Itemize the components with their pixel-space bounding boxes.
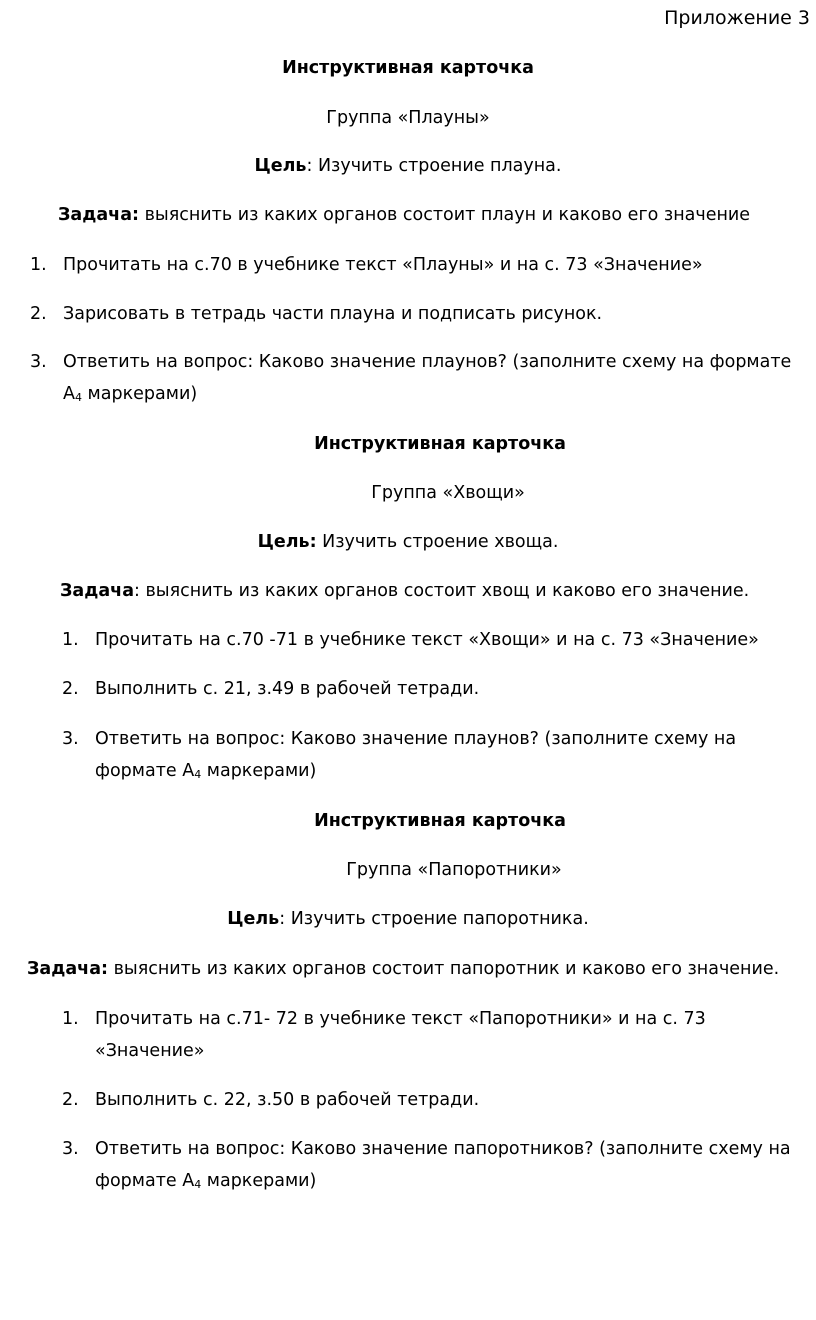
- task-text: выяснить из каких органов состоит папоротник и каково его значение.: [108, 959, 780, 979]
- card-3-title: Инструктивная карточка: [314, 811, 566, 831]
- goal-label: Цель: [254, 156, 307, 176]
- step-text: Зарисовать в тетрадь части плауна и подписать рисунок.: [63, 304, 603, 324]
- card-3-goal: [0, 907, 816, 931]
- card-2-task: [60, 579, 749, 603]
- task-text: : выяснить из каких органов состоит хвощ и каково его значение.: [134, 581, 750, 601]
- card-1-group: Группа «Плауны»: [326, 108, 490, 128]
- step-number: 3.: [62, 1139, 79, 1159]
- step-text-continued: [95, 1039, 205, 1063]
- step-number: 3.: [30, 352, 47, 372]
- continued-text-end: маркерами): [81, 384, 198, 404]
- step-number: 1.: [62, 1009, 79, 1029]
- subscript: 4: [194, 1178, 202, 1191]
- step-number: 2.: [62, 1090, 79, 1110]
- card-3-task: [27, 957, 779, 981]
- continued-text-end: маркерами): [201, 1171, 317, 1191]
- step-number: 1.: [30, 255, 47, 275]
- step-text: Ответить на вопрос: Каково значение плаунов? (заполните схему на формате: [63, 352, 792, 372]
- step-number: 2.: [62, 679, 79, 699]
- card-2-title: Инструктивная карточка: [314, 434, 566, 454]
- step-text-continued: [95, 1169, 316, 1197]
- subscript: 4: [74, 391, 82, 404]
- card-1-title: Инструктивная карточка: [282, 58, 534, 78]
- task-label: Задача: [60, 581, 135, 601]
- step-text-continued: [63, 382, 197, 410]
- subscript: 4: [194, 768, 202, 781]
- step-number: 3.: [62, 729, 79, 749]
- step-text: Выполнить с. 21, з.49 в рабочей тетради.: [95, 679, 480, 699]
- goal-text: : Изучить строение плауна.: [306, 156, 562, 176]
- task-label: Задача:: [58, 205, 140, 225]
- task-label: Задача:: [27, 959, 109, 979]
- continued-text-end: маркерами): [201, 761, 317, 781]
- card-3-group: Группа «Папоротники»: [346, 860, 562, 880]
- step-text: Ответить на вопрос: Каково значение папоротников? (заполните схему на: [95, 1139, 791, 1159]
- goal-text: Изучить строение хвоща.: [316, 532, 559, 552]
- appendix-label: Приложение 3: [664, 7, 810, 29]
- card-1-goal: [0, 154, 816, 178]
- task-text: выяснить из каких органов состоит плаун и каково его значение: [139, 205, 751, 225]
- step-text: Прочитать на с.70 -71 в учебнике текст «Хвощи» и на с. 73 «Значение»: [95, 630, 759, 650]
- continued-text: формате А: [95, 761, 195, 781]
- continued-text: формате А: [95, 1171, 195, 1191]
- continued-text: А: [63, 384, 75, 404]
- step-text: Выполнить с. 22, з.50 в рабочей тетради.: [95, 1090, 480, 1110]
- card-2-group: Группа «Хвощи»: [371, 483, 525, 503]
- card-1-task: [58, 203, 750, 227]
- card-2-goal: [0, 530, 816, 554]
- goal-label: Цель:: [257, 532, 317, 552]
- continued-text: «Значение»: [95, 1041, 205, 1061]
- step-number: 2.: [30, 304, 47, 324]
- step-text: Прочитать на с.71- 72 в учебнике текст «Папоротники» и на с. 73: [95, 1009, 706, 1029]
- step-text-continued: [95, 759, 316, 787]
- goal-label: Цель: [227, 909, 280, 929]
- goal-text: : Изучить строение папоротника.: [279, 909, 589, 929]
- step-number: 1.: [62, 630, 79, 650]
- step-text: Ответить на вопрос: Каково значение плаунов? (заполните схему на: [95, 729, 737, 749]
- step-text: Прочитать на с.70 в учебнике текст «Плауны» и на с. 73 «Значение»: [63, 255, 703, 275]
